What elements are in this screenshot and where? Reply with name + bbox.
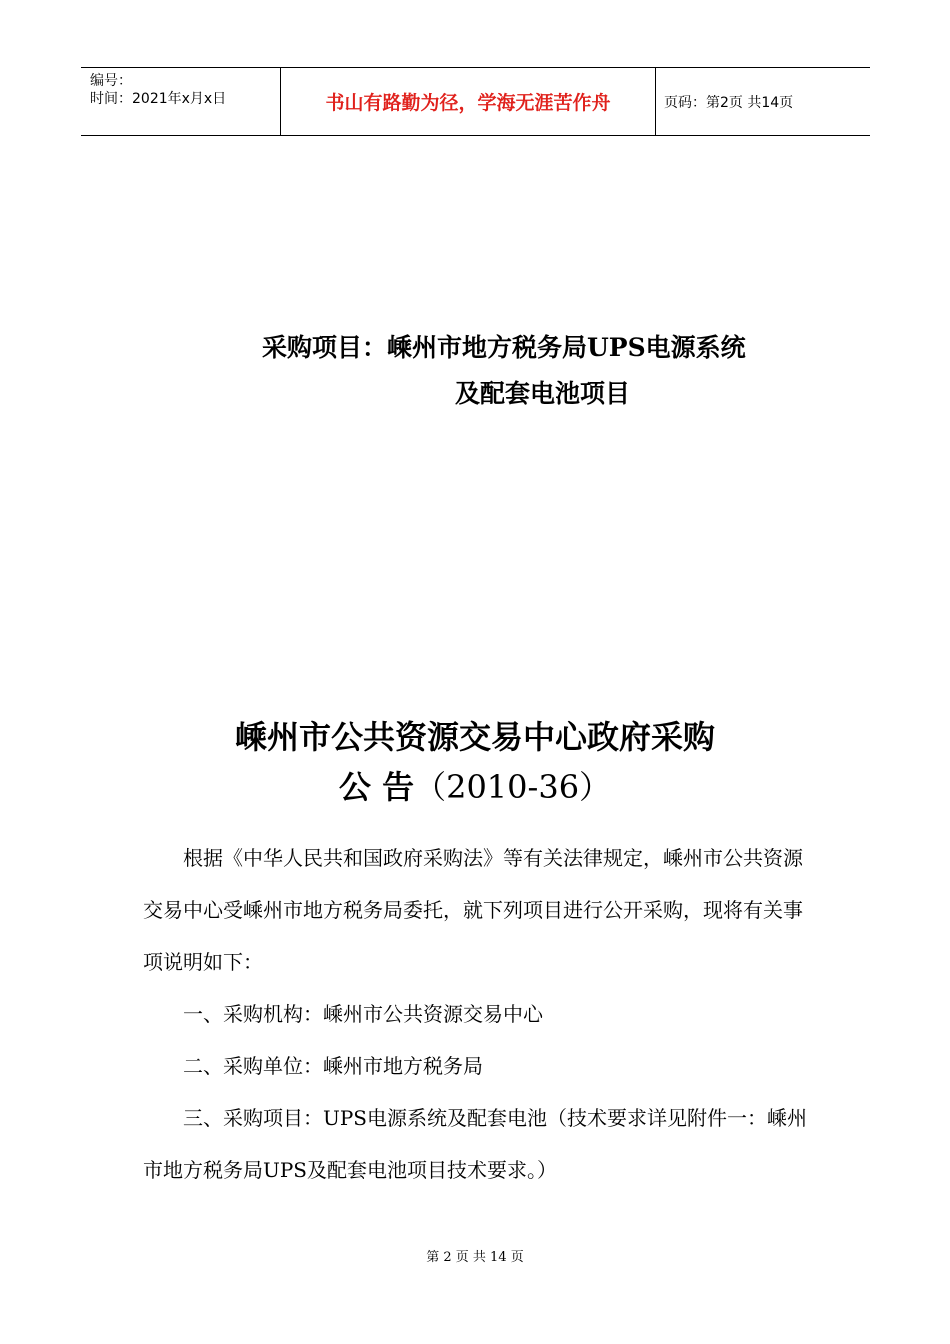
item-procurement-project: 三、采购项目：UPS电源系统及配套电池（技术要求详见附件一：嵊州市地方税务局UPS及配套电池项目技术要求。） <box>143 1106 808 1182</box>
header-motto: 书山有路勤为径，学海无涯苦作舟 <box>281 68 656 135</box>
notice-body <box>143 832 813 1196</box>
page-footer: 第 2 页 共 14 页 <box>426 1250 524 1265</box>
header-time-label: 时间：2021年x月x日 <box>90 91 227 107</box>
item-procurement-unit: 二、采购单位：嵊州市地方税务局 <box>183 1054 483 1078</box>
item-procurement-agency: 一、采购机构：嵊州市公共资源交易中心 <box>183 1002 543 1026</box>
header-number-label: 编号： <box>90 73 132 89</box>
project-title-line2: 及配套电池项目 <box>455 379 631 408</box>
notice-title-line1: 嵊州市公共资源交易中心政府采购 <box>234 718 715 756</box>
notice-title-line2 <box>0 762 950 808</box>
document-header <box>81 67 870 136</box>
notice-title-main: 公 告 <box>338 768 415 806</box>
header-page-info: 页码：第2页 共14页 <box>664 94 794 111</box>
header-meta-cell <box>81 68 281 135</box>
project-title-line1: 采购项目：嵊州市地方税务局UPS电源系统 <box>262 333 746 362</box>
intro-paragraph: 根据《中华人民共和国政府采购法》等有关法律规定，嵊州市公共资源交易中心受嵊州市地方税务局委托，就下列项目进行公开采购，现将有关事项说明如下： <box>143 846 803 974</box>
notice-title-code: （2010-36） <box>414 768 612 806</box>
